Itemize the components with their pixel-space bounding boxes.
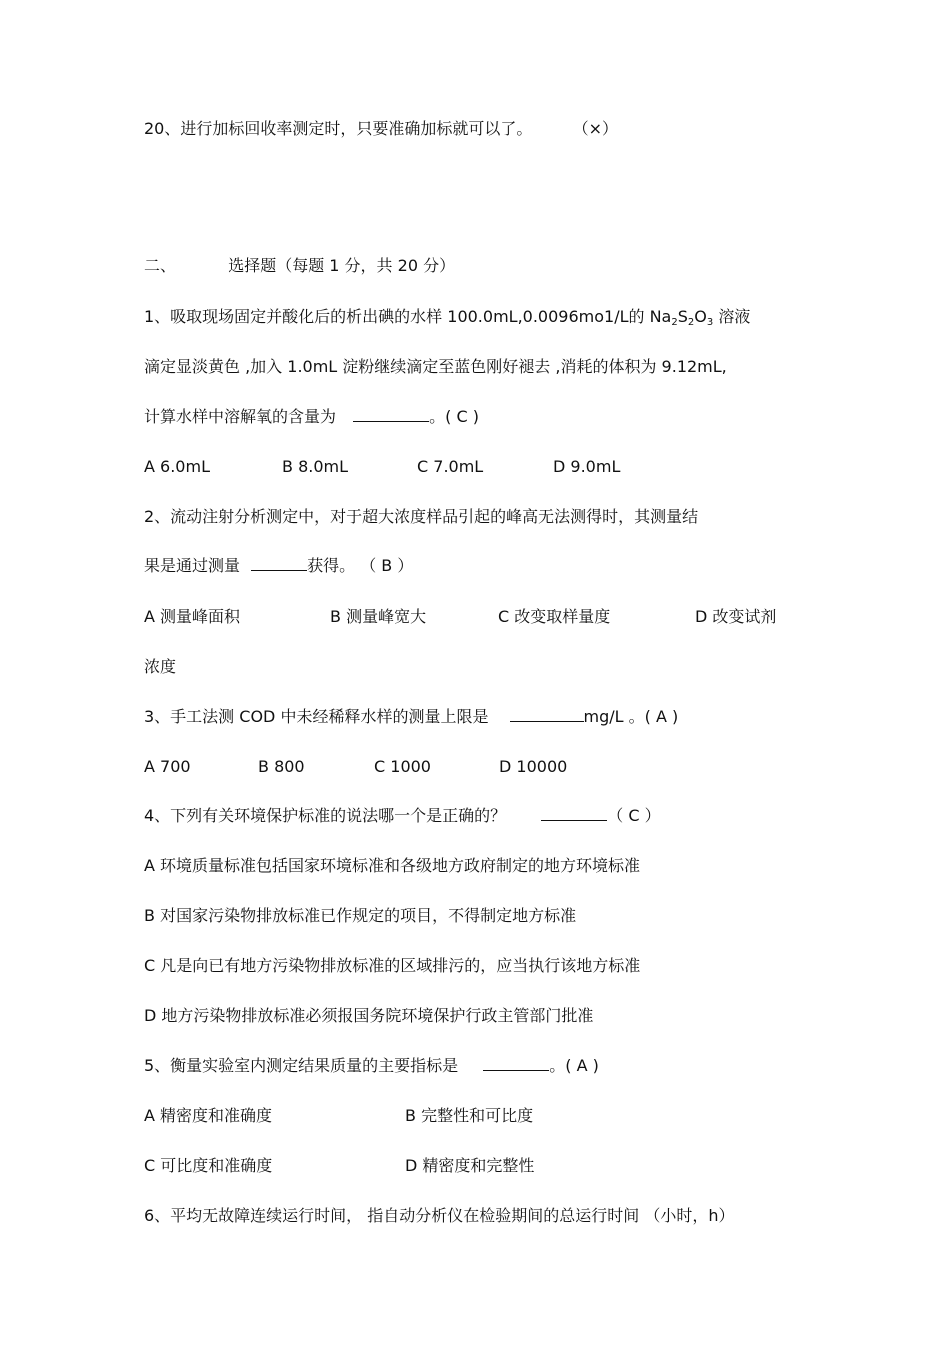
question-4-option-c: C 凡是向已有地方污染物排放标准的区域排污的，应当执行该地方标准 [144, 956, 641, 975]
question-5-prompt: 5、衡量实验室内测定结果质量的主要指标是 [144, 1056, 459, 1075]
question-4-option-b: B 对国家污染物排放标准已作规定的项目，不得制定地方标准 [144, 906, 577, 925]
question-2-line-2 [144, 555, 413, 577]
question-1-line-2: 滴定显淡黄色 ,加入 1.0mL 淀粉继续滴定至蓝色刚好褪去 ,消耗的体积为 9.12mL, [144, 357, 727, 376]
question-5-option-b: B 完整性和可比度 [405, 1106, 534, 1125]
question-1-prompt: 计算水样中溶解氧的含量为 [144, 407, 337, 426]
question-2-line-4: 浓度 [144, 657, 177, 676]
question-1-answer: 。( C ) [429, 407, 479, 426]
section-number: 二、 [144, 256, 177, 275]
subscript: 2 [671, 317, 678, 328]
question-2-option-b: B 测量峰宽大 [330, 607, 427, 626]
question-5-option-d: D 精密度和完整性 [405, 1156, 535, 1175]
question-3-option-d: D 10000 [499, 757, 568, 776]
subscript: 2 [687, 317, 695, 328]
answer-blank [541, 806, 607, 821]
question-6-line-1: 6、平均无故障连续运行时间， 指自动分析仪在检验期间的总运行时间 （小时，h） [144, 1206, 735, 1225]
question-4-option-d: D 地方污染物排放标准必须报国务院环境保护行政主管部门批准 [144, 1006, 594, 1025]
question-4-prompt: 4、下列有关环境保护标准的说法哪一个是正确的？ [144, 806, 507, 825]
question-1-option-d: D 9.0mL [553, 457, 621, 476]
question-1-line-3 [144, 406, 479, 428]
question-1-line-1 [144, 306, 750, 328]
question-2-answer: 获得。 （ B ） [307, 556, 414, 575]
question-3-option-c: C 1000 [374, 757, 431, 776]
question-4-answer: （ C ） [607, 806, 661, 825]
answer-blank [353, 407, 429, 422]
question-20 [144, 118, 618, 140]
question-2-option-c: C 改变取样量度 [498, 607, 611, 626]
answer-blank [251, 556, 307, 571]
formula-part: S [677, 307, 688, 326]
question-1-option-a: A 6.0mL [144, 457, 210, 476]
question-5-option-c: C 可比度和准确度 [144, 1156, 273, 1175]
subscript: 3 [706, 317, 714, 328]
question-3-prompt: 3、手工法测 COD 中未经稀释水样的测量上限是 [144, 707, 489, 726]
question-3-option-b: B 800 [258, 757, 305, 776]
question-5-option-a: A 精密度和准确度 [144, 1106, 273, 1125]
question-2-option-d: D 改变试剂 [695, 607, 777, 626]
formula-part: O [694, 307, 707, 326]
answer-blank [483, 1056, 549, 1071]
question-4-line-1 [144, 805, 661, 827]
answer-blank [510, 707, 584, 722]
question-20-answer: （×） [572, 119, 618, 138]
question-2-option-a: A 测量峰面积 [144, 607, 241, 626]
question-1-option-c: C 7.0mL [417, 457, 484, 476]
question-5-answer: 。( A ) [549, 1056, 599, 1075]
question-1-text: 1、吸取现场固定并酸化后的析出碘的水样 100.0mL,0.0096mo1/L的 Na [144, 307, 672, 326]
section-title: 选择题（每题 1 分，共 20 分） [228, 256, 456, 275]
question-1-option-b: B 8.0mL [282, 457, 349, 476]
question-20-text: 20、进行加标回收率测定时，只要准确加标就可以了。 [144, 119, 533, 138]
section-heading [144, 255, 455, 277]
question-3-answer: mg/L 。( A ) [583, 707, 679, 726]
question-2-line-1: 2、流动注射分析测定中，对于超大浓度样品引起的峰高无法测得时，其测量结 [144, 507, 699, 526]
formula-suffix: 溶液 [713, 307, 751, 326]
question-5-line-1 [144, 1055, 599, 1077]
question-3-line-1 [144, 706, 678, 728]
question-4-option-a: A 环境质量标准包括国家环境标准和各级地方政府制定的地方环境标准 [144, 856, 641, 875]
question-2-prompt: 果是通过测量 [144, 556, 241, 575]
question-3-option-a: A 700 [144, 757, 191, 776]
